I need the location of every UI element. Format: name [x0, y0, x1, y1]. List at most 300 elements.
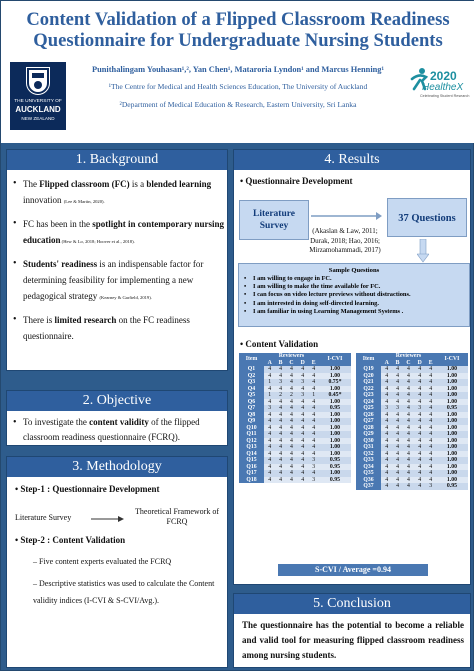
rating-cell: 4: [381, 444, 392, 451]
rating-cell: 4: [297, 412, 308, 419]
background-bullet-3: • Students' readiness is an indispensable factor for determining feasibility for implementing a new pedagogical strategy (Kearney & Garfield, 2019).: [12, 256, 224, 306]
rating-cell: 4: [403, 418, 414, 425]
rating-cell: 4: [381, 457, 392, 464]
item-cell: Q9: [239, 418, 264, 425]
rating-cell: 4: [297, 444, 308, 451]
poster-title: [5, 9, 471, 51]
rating-cell: 4: [392, 457, 402, 464]
rating-cell: 4: [392, 431, 402, 438]
rating-cell: 4: [381, 464, 392, 471]
step-1-heading: • Step-1 : Questionnaire Development: [15, 484, 160, 494]
rating-cell: 4: [286, 373, 297, 380]
rating-cell: 4: [425, 457, 436, 464]
rating-cell: 4: [275, 457, 285, 464]
reviewer-header: C: [403, 360, 414, 367]
rating-cell: 4: [286, 464, 297, 471]
rating-cell: 4: [425, 470, 436, 477]
icvi-cell: 1.00: [319, 431, 351, 438]
rating-cell: 4: [275, 386, 285, 393]
rating-cell: 4: [286, 412, 297, 419]
rating-cell: 4: [414, 457, 425, 464]
rating-cell: 4: [308, 444, 319, 451]
results-refs: (Akaslan & Law, 2011; Durak, 2018; Hao, 2016; Mirzamohammadi, 2017): [309, 227, 381, 255]
item-cell: Q6: [239, 399, 264, 406]
rating-cell: 4: [308, 405, 319, 412]
rating-cell: 4: [381, 366, 392, 373]
rating-cell: 4: [297, 399, 308, 406]
rating-cell: 4: [425, 418, 436, 425]
rating-cell: 4: [414, 438, 425, 445]
rating-cell: 4: [297, 477, 308, 484]
item-cell: Q7: [239, 405, 264, 412]
rating-cell: 4: [286, 379, 297, 386]
rating-cell: 4: [275, 451, 285, 458]
affiliation-1: ¹The Centre for Medical and Health Sciences Education, The University of Auckland: [108, 82, 368, 91]
rating-cell: 4: [425, 464, 436, 471]
icvi-cell: 1.00: [319, 444, 351, 451]
step-2-heading: • Step-2 : Content Validation: [15, 535, 126, 545]
rating-cell: 4: [297, 451, 308, 458]
rating-cell: 4: [275, 431, 285, 438]
rating-cell: 4: [264, 425, 275, 432]
reviewer-header: B: [275, 360, 285, 367]
rating-cell: 1: [308, 392, 319, 399]
rating-cell: 4: [381, 438, 392, 445]
rating-cell: 4: [275, 412, 285, 419]
rating-cell: 4: [414, 477, 425, 484]
rating-cell: 4: [297, 425, 308, 432]
rating-cell: 4: [392, 379, 402, 386]
rating-cell: 4: [403, 438, 414, 445]
item-cell: Q23: [356, 392, 381, 399]
rating-cell: 4: [392, 399, 402, 406]
conclusion-panel: [233, 593, 471, 668]
rating-cell: 4: [275, 444, 285, 451]
rating-cell: 4: [286, 425, 297, 432]
rating-cell: 4: [381, 373, 392, 380]
rating-cell: 4: [403, 379, 414, 386]
rating-cell: 4: [381, 477, 392, 484]
reviewer-header: A: [264, 360, 275, 367]
rating-cell: 4: [414, 399, 425, 406]
icvi-cell: 0.95: [436, 405, 468, 412]
background-bullet-1: • The Flipped classroom (FC) is a blended learning innovation (Lee & Martin, 2020).: [12, 176, 224, 210]
conclusion-text: The questionnaire has the potential to become a reliable and valid tool for measuring flipped classroom readiness among nursing students.: [242, 620, 464, 660]
rating-cell: 4: [264, 373, 275, 380]
icvi-cell: 0.95: [436, 483, 468, 490]
reviewer-header: B: [392, 360, 402, 367]
rating-cell: 4: [264, 386, 275, 393]
item-cell: Q20: [356, 373, 381, 380]
rating-cell: 4: [403, 405, 414, 412]
item-cell: Q31: [356, 444, 381, 451]
table-header-icvi: I-CVI: [319, 353, 351, 366]
rating-cell: 4: [425, 438, 436, 445]
rating-cell: 4: [403, 464, 414, 471]
rating-cell: 4: [403, 457, 414, 464]
rating-cell: 3: [275, 379, 285, 386]
sample-questions-box: [238, 263, 470, 327]
rating-cell: 4: [264, 438, 275, 445]
item-cell: Q11: [239, 431, 264, 438]
rating-cell: 4: [392, 412, 402, 419]
rating-cell: 4: [392, 477, 402, 484]
rating-cell: 4: [425, 477, 436, 484]
sample-question: • I am familiar in using Learning Management Systems .: [253, 308, 469, 316]
rating-cell: 4: [403, 477, 414, 484]
item-cell: Q4: [239, 386, 264, 393]
rating-cell: 4: [425, 431, 436, 438]
rating-cell: 4: [264, 431, 275, 438]
rating-cell: 4: [264, 444, 275, 451]
icvi-cell: 1.00: [436, 379, 468, 386]
rating-cell: 4: [425, 444, 436, 451]
rating-cell: 3: [308, 477, 319, 484]
rating-cell: 4: [308, 379, 319, 386]
rating-cell: 4: [264, 366, 275, 373]
healthex-logo: [406, 63, 470, 107]
objective-bullet: • To investigate the content validity of the flipped classroom readiness questionnaire (FCRQ).: [12, 415, 224, 445]
item-cell: Q33: [356, 457, 381, 464]
item-cell: Q13: [239, 444, 264, 451]
icvi-cell: 1.00: [319, 470, 351, 477]
rating-cell: 2: [275, 392, 285, 399]
rating-cell: 4: [264, 418, 275, 425]
poster-header: [1, 1, 474, 143]
rating-cell: 4: [414, 392, 425, 399]
rating-cell: 4: [275, 464, 285, 471]
item-cell: Q36: [356, 477, 381, 484]
healthex-tagline: Celebrating Student Research: [420, 94, 470, 98]
icvi-cell: 1.00: [436, 412, 468, 419]
rating-cell: 4: [414, 464, 425, 471]
rating-cell: 4: [275, 399, 285, 406]
rating-cell: 4: [381, 379, 392, 386]
rating-cell: 4: [286, 405, 297, 412]
icvi-cell: 0.95: [319, 477, 351, 484]
icvi-cell: 0.95: [319, 405, 351, 412]
rating-cell: 4: [425, 373, 436, 380]
title-line-1: Content Validation of a Flipped Classroom Readiness: [26, 9, 450, 30]
healthex-name: HealtheX: [422, 82, 464, 93]
rating-cell: 4: [275, 405, 285, 412]
method-lit-survey: Literature Survey: [15, 513, 72, 522]
icvi-cell: 1.00: [319, 438, 351, 445]
rating-cell: 4: [297, 386, 308, 393]
table-header-row: [239, 353, 351, 360]
title-line-2: Questionnaire for Undergraduate Nursing Students: [33, 30, 443, 51]
table-header-item: Item: [239, 353, 264, 366]
rating-cell: 4: [414, 412, 425, 419]
rating-cell: 4: [275, 470, 285, 477]
item-cell: Q14: [239, 451, 264, 458]
icvi-cell: 1.00: [319, 386, 351, 393]
icvi-cell: 1.00: [436, 399, 468, 406]
rating-cell: 4: [414, 483, 425, 490]
icvi-cell: 1.00: [319, 373, 351, 380]
rating-cell: 4: [286, 444, 297, 451]
icvi-cell: 1.00: [436, 386, 468, 393]
rating-cell: 4: [414, 379, 425, 386]
item-cell: Q25: [356, 405, 381, 412]
rating-cell: 3: [425, 483, 436, 490]
rating-cell: 4: [403, 392, 414, 399]
item-cell: Q5: [239, 392, 264, 399]
rating-cell: 4: [414, 418, 425, 425]
item-cell: Q24: [356, 399, 381, 406]
rating-cell: 4: [264, 457, 275, 464]
icvi-cell: 1.00: [436, 366, 468, 373]
rating-cell: 4: [308, 366, 319, 373]
methodology-panel: [6, 456, 228, 668]
rating-cell: 4: [392, 392, 402, 399]
rating-cell: 4: [308, 451, 319, 458]
icvi-cell: 1.00: [436, 431, 468, 438]
rating-cell: 3: [297, 379, 308, 386]
rating-cell: 4: [392, 464, 402, 471]
icvi-cell: 1.00: [319, 399, 351, 406]
rating-cell: 4: [425, 392, 436, 399]
item-cell: Q35: [356, 470, 381, 477]
method-sub-2: – Descriptive statistics was used to calculate the Content validity indices (I-CVI & S-CVI/Avg.).: [33, 579, 215, 605]
uoa-logo-line1: THE UNIVERSITY OF: [14, 99, 62, 104]
sample-questions-list: [239, 275, 469, 316]
rating-cell: 4: [425, 386, 436, 393]
rating-cell: 3: [308, 464, 319, 471]
rating-cell: 1: [264, 379, 275, 386]
uoa-logo-line3: NEW ZEALAND: [21, 116, 55, 121]
rating-cell: 2: [286, 392, 297, 399]
rating-cell: 4: [414, 431, 425, 438]
rating-cell: 4: [425, 379, 436, 386]
rating-cell: 4: [425, 366, 436, 373]
rating-cell: 4: [297, 366, 308, 373]
rating-cell: 4: [275, 438, 285, 445]
objective-title: 2. Objective: [7, 391, 227, 411]
rating-cell: 4: [308, 373, 319, 380]
rating-cell: 4: [403, 386, 414, 393]
rating-cell: 4: [414, 470, 425, 477]
rating-cell: 3: [297, 392, 308, 399]
method-framework: Theoretical Framework of FCRQ: [135, 507, 219, 526]
rating-cell: 4: [286, 418, 297, 425]
rating-cell: 4: [275, 366, 285, 373]
rating-cell: 4: [403, 399, 414, 406]
table-row: [356, 483, 468, 490]
rating-cell: 4: [425, 451, 436, 458]
rating-cell: 4: [392, 386, 402, 393]
table-header-icvi: I-CVI: [436, 353, 468, 366]
rating-cell: 4: [414, 451, 425, 458]
item-cell: Q19: [356, 366, 381, 373]
rating-cell: 4: [286, 457, 297, 464]
rating-cell: 4: [381, 451, 392, 458]
crest-icon: [27, 68, 49, 94]
sample-question: • I can focus on video lecture previews without distractions.: [253, 291, 469, 299]
rating-cell: 4: [308, 431, 319, 438]
rating-cell: 4: [286, 366, 297, 373]
down-arrow-icon: [417, 239, 429, 263]
icvi-cell: 1.00: [436, 457, 468, 464]
icvi-cell: 0.45*: [319, 392, 351, 399]
rating-cell: 4: [425, 412, 436, 419]
rating-cell: 4: [403, 412, 414, 419]
icvi-cell: 1.00: [436, 444, 468, 451]
rating-cell: 4: [308, 438, 319, 445]
item-cell: Q17: [239, 470, 264, 477]
icvi-cell: 1.00: [436, 418, 468, 425]
rating-cell: 4: [275, 373, 285, 380]
objective-bullets: [12, 415, 224, 451]
rating-cell: 4: [403, 451, 414, 458]
reviewer-header: E: [308, 360, 319, 367]
icvi-cell: 0.95: [319, 457, 351, 464]
reviewer-header: D: [297, 360, 308, 367]
rating-cell: 4: [414, 373, 425, 380]
university-of-auckland-logo: [10, 62, 66, 130]
item-cell: Q21: [356, 379, 381, 386]
results-title: 4. Results: [234, 150, 470, 170]
rating-cell: 4: [275, 425, 285, 432]
rating-cell: 4: [425, 425, 436, 432]
lit-survey-box: Literature Survey: [239, 200, 309, 240]
author-list: Punithalingam Youhasan¹,², Yan Chen¹, Mataroria Lyndon¹ and Marcus Henning¹: [91, 65, 384, 74]
rating-cell: 4: [425, 405, 436, 412]
icvi-cell: 1.00: [436, 477, 468, 484]
rating-cell: 4: [308, 399, 319, 406]
reviewer-header: A: [381, 360, 392, 367]
rating-cell: 4: [297, 431, 308, 438]
rating-cell: 4: [403, 483, 414, 490]
rating-cell: 4: [264, 470, 275, 477]
item-cell: Q27: [356, 418, 381, 425]
rating-cell: 4: [403, 366, 414, 373]
rating-cell: 4: [308, 412, 319, 419]
rating-cell: 4: [286, 399, 297, 406]
item-cell: Q12: [239, 438, 264, 445]
results-arrow-icon: [311, 211, 383, 221]
rating-cell: 4: [403, 373, 414, 380]
item-cell: Q1: [239, 366, 264, 373]
item-cell: Q3: [239, 379, 264, 386]
icvi-cell: 1.00: [319, 366, 351, 373]
rating-cell: 4: [297, 457, 308, 464]
cvi-table-right: [356, 353, 468, 490]
table-header-item: Item: [356, 353, 381, 366]
background-title: 1. Background: [7, 150, 227, 170]
rating-cell: 4: [275, 418, 285, 425]
content-validation-heading: • Content Validation: [240, 339, 319, 349]
rating-cell: 4: [403, 470, 414, 477]
rating-cell: 4: [392, 438, 402, 445]
rating-cell: 4: [381, 386, 392, 393]
item-cell: Q34: [356, 464, 381, 471]
rating-cell: 4: [308, 425, 319, 432]
rating-cell: 4: [286, 386, 297, 393]
rating-cell: 3: [264, 405, 275, 412]
rating-cell: 4: [381, 418, 392, 425]
healthex-year: 2020: [430, 69, 457, 83]
background-panel: [6, 149, 228, 371]
conclusion-title: 5. Conclusion: [234, 594, 470, 614]
icvi-cell: 1.00: [319, 418, 351, 425]
rating-cell: 3: [414, 405, 425, 412]
rating-cell: 4: [392, 366, 402, 373]
rating-cell: 3: [392, 405, 402, 412]
sample-questions-heading: Sample Questions: [328, 267, 380, 274]
methodology-title: 3. Methodology: [7, 457, 227, 477]
background-bullet-4: • There is limited research on the FC readiness questionnaire.: [12, 312, 224, 344]
rating-cell: 4: [392, 418, 402, 425]
rating-cell: 4: [381, 483, 392, 490]
sample-question: • I am interested in doing self-directed learning.: [253, 300, 469, 308]
rating-cell: 4: [275, 477, 285, 484]
rating-cell: 1: [264, 392, 275, 399]
item-cell: Q26: [356, 412, 381, 419]
rating-cell: 4: [414, 386, 425, 393]
table-row: [239, 477, 351, 484]
item-cell: Q8: [239, 412, 264, 419]
item-cell: Q18: [239, 477, 264, 484]
rating-cell: 4: [286, 451, 297, 458]
item-cell: Q16: [239, 464, 264, 471]
icvi-cell: 1.00: [436, 438, 468, 445]
rating-cell: 4: [381, 399, 392, 406]
rating-cell: 4: [286, 431, 297, 438]
rating-cell: 4: [403, 425, 414, 432]
rating-cell: 4: [381, 470, 392, 477]
rating-cell: 4: [297, 470, 308, 477]
icvi-cell: 1.00: [436, 392, 468, 399]
item-cell: Q29: [356, 431, 381, 438]
table-header-row: [356, 353, 468, 360]
37-questions-box: 37 Questions: [387, 198, 467, 237]
sample-question: • I am willing to make the time available for FC.: [253, 283, 469, 291]
rating-cell: 4: [264, 412, 275, 419]
background-bullets: [12, 176, 224, 350]
item-cell: Q22: [356, 386, 381, 393]
item-cell: Q28: [356, 425, 381, 432]
icvi-cell: 1.00: [436, 425, 468, 432]
rating-cell: 4: [264, 399, 275, 406]
rating-cell: 4: [264, 464, 275, 471]
uoa-logo-line2: AUCKLAND: [15, 105, 61, 114]
reviewer-header: E: [425, 360, 436, 367]
icvi-cell: 1.00: [436, 464, 468, 471]
table-header-reviewers: Reviewers: [381, 353, 436, 360]
rating-cell: 4: [264, 477, 275, 484]
rating-cell: 4: [264, 451, 275, 458]
rating-cell: 4: [392, 470, 402, 477]
rating-cell: 3: [381, 405, 392, 412]
background-bullet-2: • FC has been in the spotlight in contemporary nursing education (Hew & Lo, 2018; Hoover et al., 2018).: [12, 216, 224, 250]
rating-cell: 4: [308, 418, 319, 425]
objective-panel: [6, 390, 228, 446]
rating-cell: 4: [392, 425, 402, 432]
rating-cell: 4: [297, 418, 308, 425]
icvi-cell: 0.75*: [319, 379, 351, 386]
icvi-cell: 1.00: [319, 412, 351, 419]
reviewer-header: C: [286, 360, 297, 367]
rating-cell: 4: [381, 412, 392, 419]
scvi-average: S-CVI / Average =0.94: [278, 564, 428, 576]
icvi-cell: 1.00: [319, 425, 351, 432]
questionnaire-development-heading: • Questionnaire Development: [240, 176, 353, 186]
rating-cell: 4: [286, 438, 297, 445]
rating-cell: 4: [286, 470, 297, 477]
item-cell: Q15: [239, 457, 264, 464]
cvi-table-left: [239, 353, 351, 483]
